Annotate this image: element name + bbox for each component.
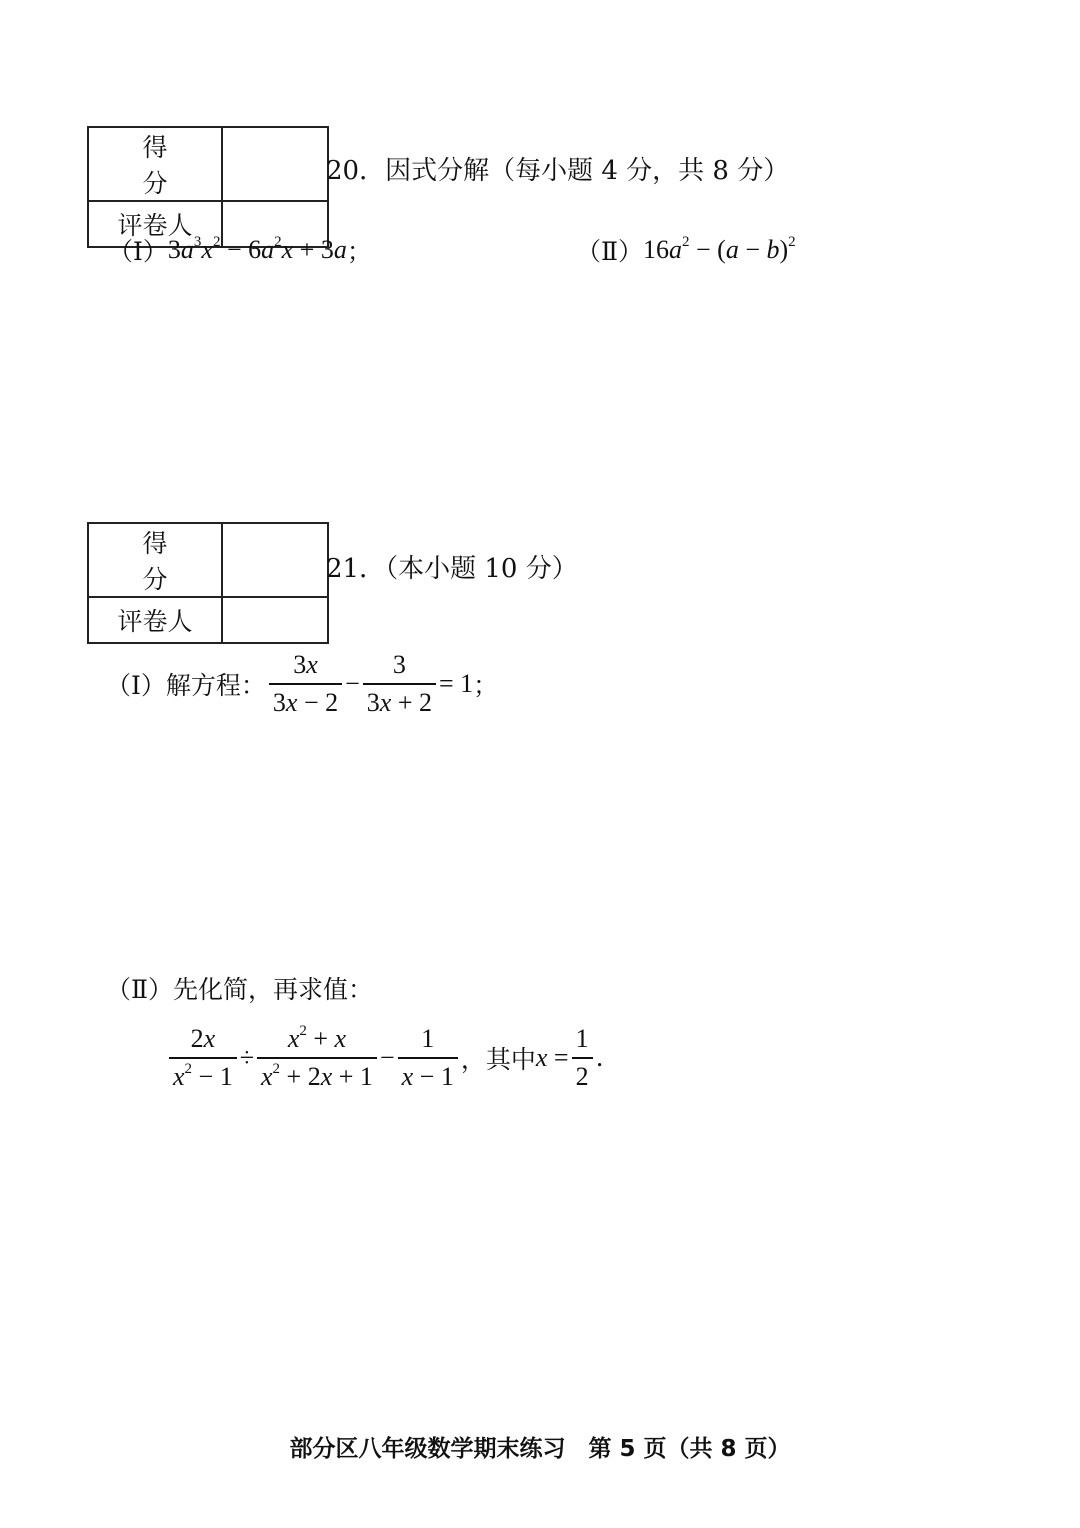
q21-part2-math: $\frac{2x}{x^2 - 1}$ ÷ $\frac{x^2 + x}{x^2 + 2x + 1}$ − $\frac{1}{x - 1}$ [166, 1024, 461, 1092]
score-cell[interactable] [222, 523, 328, 597]
q21-part1-tail: ； [473, 670, 499, 700]
q20-part1-tail: ； [346, 237, 372, 266]
grader-label: 评卷人 [88, 597, 222, 643]
score-cell[interactable] [222, 127, 328, 201]
q20-part2-label: （Ⅱ） [576, 237, 643, 266]
page-footer: 部分区八年级数学期末练习 第 5 页（共 8 页） [289, 1436, 791, 1462]
q21-part1-label: （Ⅰ）解方程： [106, 670, 266, 700]
fraction: $\frac{x^2 + x}{x^2 + 2x + 1}$ [257, 1024, 377, 1092]
q21-part2-end: . [595, 1043, 604, 1073]
score-label: 得分 [88, 523, 222, 597]
fraction: $\frac{2x}{x^2 - 1}$ [169, 1024, 237, 1092]
fraction: $\frac{1}{2}$ [572, 1024, 593, 1092]
q21-part2-condition: x = $\frac{1}{2}$ [536, 1024, 596, 1092]
q21-score-box [87, 522, 329, 644]
grader-cell[interactable] [222, 597, 328, 643]
fraction: $\frac{1}{x - 1}$ [398, 1024, 458, 1092]
q21-title: 21．（本小题 10 分） [326, 554, 578, 584]
q20-title: 20．因式分解（每小题 4 分，共 8 分） [326, 156, 790, 186]
score-label: 得分 [88, 127, 222, 201]
fraction: $\frac{3}{3x + 2}$ [363, 650, 436, 718]
q21-part1-equation: $\frac{3x}{3x - 2}$ − $\frac{3}{3x + 2}$ = 1 [266, 650, 473, 718]
q20-part2 [576, 232, 796, 268]
q20-score-box [87, 126, 329, 248]
q20-part2-expression: $16a^2 - (a - b)^2$ [643, 234, 796, 264]
q21-part2-expression [166, 1024, 604, 1092]
q21-part1 [106, 650, 498, 718]
q21-part2-label: （Ⅱ）先化简，再求值： [106, 975, 373, 1004]
fraction: $\frac{3x}{3x - 2}$ [269, 650, 342, 718]
q20-part1-expression: $3a^3x^2 - 6a^2x + 3a$ [167, 234, 347, 264]
q21-part2-mid: ，其中 [460, 1044, 536, 1074]
q20-part1-label: （Ⅰ） [108, 237, 168, 266]
q20-part1 [108, 232, 372, 268]
grader-label: 评卷人 [88, 201, 222, 247]
